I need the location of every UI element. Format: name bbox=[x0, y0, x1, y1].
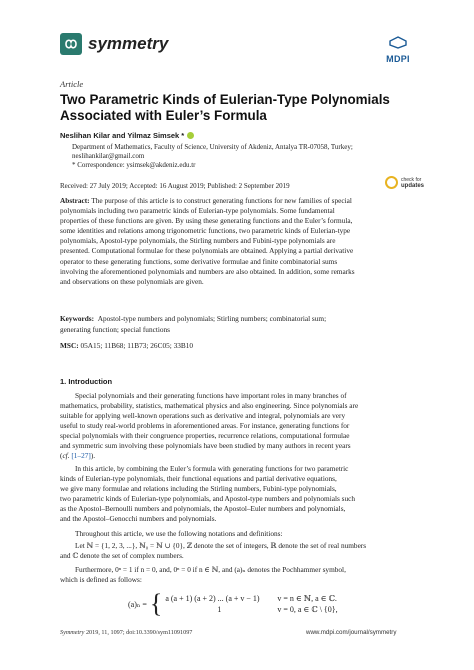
mdpi-logo bbox=[381, 36, 415, 64]
body-line: Special polynomials and their generating functions have important roles in many branches of bbox=[75, 391, 347, 400]
symmetry-logo-icon bbox=[63, 36, 79, 52]
authors bbox=[60, 131, 194, 140]
abstract-line bbox=[60, 196, 420, 206]
title-line-2: Associated with Euler’s Formula bbox=[60, 108, 267, 123]
paren-close: ). bbox=[90, 451, 96, 460]
footer-journal: Symmetry bbox=[60, 629, 85, 636]
msc-codes bbox=[60, 341, 193, 350]
body-line: suitable for applying well-known operations such as derivative and integral, polynomials are very bbox=[60, 411, 346, 420]
intro-paragraph-4 bbox=[60, 541, 420, 561]
body-line: In this article, by combining the Euler’s formula with generating functions for two parametric bbox=[75, 464, 349, 473]
brace-symbol: { bbox=[149, 589, 163, 618]
body-line: which is defined as follows: bbox=[60, 575, 142, 584]
abstract bbox=[60, 196, 420, 287]
abstract-line: polynomials, Apostol-type polynomials, the Stirling numbers and Fubini-type polynomials are bbox=[60, 236, 336, 246]
formula-lhs: (a)ₙ = bbox=[128, 599, 147, 609]
body-line: useful to study real-world problems in aforementioned areas. For instance, generating functions for bbox=[60, 421, 350, 430]
footer-citation bbox=[60, 629, 192, 636]
body-line: two parametric kinds of Eulerian-type polynomials, and Apostol-type numbers and polynomials such bbox=[60, 494, 356, 503]
body-line: as the Apostol–Bernoulli numbers and polynomials, the Apostol–Euler numbers and polynomials, bbox=[60, 504, 346, 513]
abstract-line: properties of these functions are given. By using these generating functions and the Euler’s formula, bbox=[60, 216, 353, 226]
journal-logo bbox=[60, 33, 82, 55]
body-line: and the Apostol–Genocchi numbers and polynomials. bbox=[60, 514, 217, 523]
intro-paragraph-2 bbox=[60, 464, 420, 524]
mdpi-logo-icon bbox=[388, 36, 408, 49]
check-for-updates-badge[interactable] bbox=[385, 176, 424, 189]
updates-text bbox=[401, 177, 424, 189]
updates-line-1: check for bbox=[401, 176, 422, 183]
paren-open: ( bbox=[60, 451, 63, 460]
keywords-label: Keywords: bbox=[60, 314, 95, 323]
abstract-line: involving the aforementioned polynomials and numbers are also obtained. In addition, some remarks bbox=[60, 266, 355, 276]
reference-link[interactable]: [1–27] bbox=[71, 451, 91, 460]
case-value: a (a + 1) (a + 2) ... (a + v − 1) bbox=[165, 594, 260, 603]
journal-header bbox=[60, 33, 168, 55]
abstract-label: Abstract: bbox=[60, 196, 90, 205]
article-type: Article bbox=[60, 79, 84, 89]
abstract-line: operator to these generating functions, some derivative formulae and finite combinatorial sums bbox=[60, 256, 338, 266]
formula-case bbox=[165, 593, 337, 604]
correspondence: * Correspondence: ysimsek@akdeniz.edu.tr bbox=[72, 161, 196, 169]
body-line: Let ℕ = {1, 2, 3, ...}, ℕ₀ = ℕ ∪ {0}, ℤ denote the set of integers, ℝ denote the set of real numbers bbox=[75, 541, 367, 550]
section-heading: 1. Introduction bbox=[60, 377, 113, 386]
msc-label: MSC: bbox=[60, 341, 79, 350]
abstract-line: polynomials including two parametric kinds of Eulerian-type polynomials. Some fundamental bbox=[60, 206, 335, 216]
affiliation bbox=[72, 143, 412, 170]
body-line: special polynomials with their congruence properties, recurrence relations, computational formulae bbox=[60, 431, 350, 440]
keywords-line bbox=[60, 314, 420, 325]
footer-citation-text: 2019, 11, 1097; doi:10.3390/sym11091097 bbox=[85, 629, 193, 636]
formula-cases bbox=[165, 593, 337, 615]
body-line: kinds of Eulerian-type polynomials, their functional equations and partial derivative equations, bbox=[60, 474, 337, 483]
updates-line-2: updates bbox=[401, 182, 425, 189]
cf-text: cf. bbox=[62, 451, 70, 460]
intro-paragraph-1 bbox=[60, 391, 420, 461]
abstract-line: presented. Computational formulae for these polynomials are obtained. Applying a partial derivative bbox=[60, 246, 354, 256]
publication-dates: Received: 27 July 2019; Accepted: 16 August 2019; Published: 2 September 2019 bbox=[60, 182, 290, 190]
title-line-1: Two Parametric Kinds of Eulerian-Type Polynomials bbox=[60, 92, 390, 107]
case-condition: v = 0, a ∈ ℂ \ {0}, bbox=[277, 605, 338, 614]
body-line bbox=[60, 451, 420, 461]
abstract-text: The purpose of this article is to construct generating functions for new families of special bbox=[91, 196, 352, 205]
updates-icon bbox=[385, 176, 398, 189]
keywords-text: Apostol-type numbers and polynomials; Stirling numbers; combinatorial sum; bbox=[97, 314, 327, 323]
footer-url[interactable]: www.mdpi.com/journal/symmetry bbox=[306, 629, 397, 636]
case-condition: v = n ∈ ℕ, a ∈ ℂ. bbox=[277, 594, 337, 603]
body-line: and ℂ denote the set of complex numbers. bbox=[60, 551, 184, 560]
abstract-line: some identities and relations among trigonometric functions, two parametric kinds of Eulerian-type bbox=[60, 226, 351, 236]
case-value: 1 bbox=[217, 605, 222, 614]
affiliation-line: Department of Mathematics, Faculty of Science, University of Akdeniz, Antalya TR-07058, Turkey; bbox=[72, 143, 353, 151]
body-line: mathematics, probability, statistics, mathematical physics and also engineering. Since polynomials are bbox=[60, 401, 359, 410]
orcid-icon[interactable] bbox=[187, 132, 194, 139]
publisher-name: MDPI bbox=[386, 54, 410, 64]
article-title bbox=[60, 92, 420, 124]
author-names: Neslihan Kilar and Yilmaz Simsek * bbox=[60, 131, 185, 140]
abstract-line: and observations on these polynomials are given. bbox=[60, 276, 204, 286]
journal-name: symmetry bbox=[88, 34, 169, 53]
pochhammer-formula bbox=[128, 589, 338, 618]
keywords-line: generating function; special functions bbox=[60, 324, 171, 334]
body-line: we give many formulae and relations including the Stirling numbers, Fubini-type polynomials, bbox=[60, 484, 337, 493]
body-line: and symmetric sum involving these polynomials have been studied by many authors in recent years bbox=[60, 441, 351, 450]
intro-paragraph-5 bbox=[60, 565, 420, 585]
formula-case bbox=[165, 604, 337, 615]
msc-values: 05A15; 11B68; 11B73; 26C05; 33B10 bbox=[80, 341, 194, 350]
author-email[interactable]: neslihankilar@gmail.com bbox=[72, 152, 145, 160]
intro-paragraph-3 bbox=[60, 529, 420, 539]
body-line: Furthermore, 0ⁿ = 1 if n = 0, and, 0ⁿ = 0 if n ∈ ℕ, and (a)ₙ denotes the Pochhammer symbol, bbox=[75, 565, 346, 574]
keywords bbox=[60, 314, 420, 335]
body-line: Throughout this article, we use the following notations and definitions: bbox=[75, 529, 283, 538]
